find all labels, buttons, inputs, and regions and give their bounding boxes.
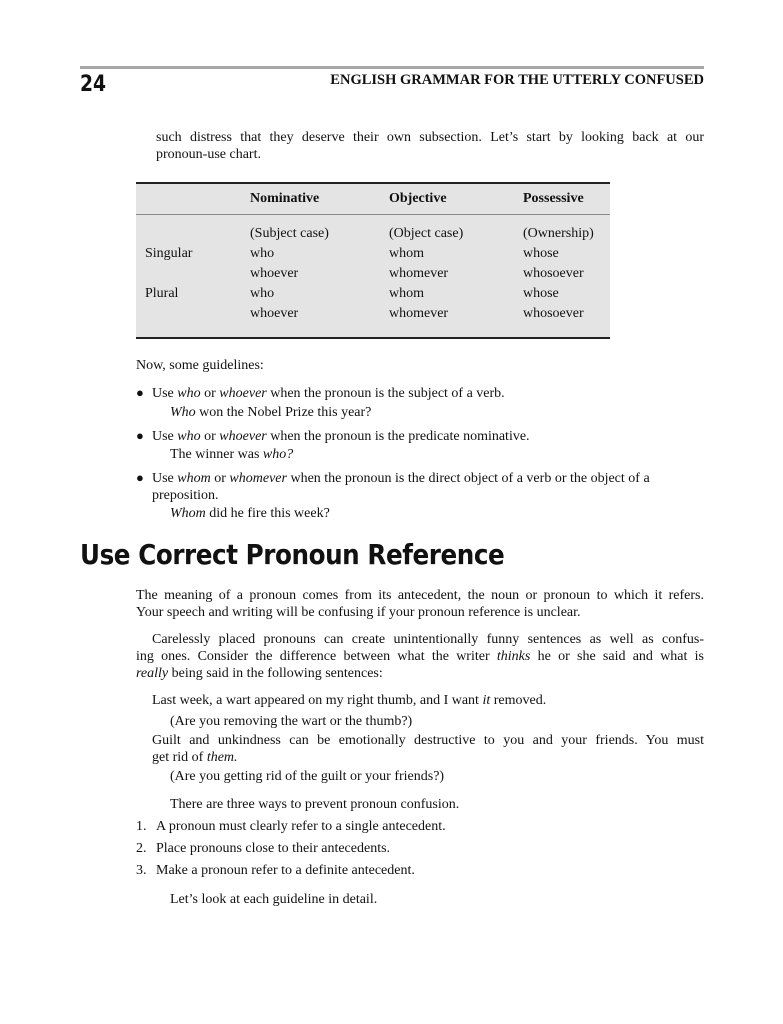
example-1-note: (Are you removing the wart or the thumb?)	[170, 714, 413, 729]
page-number: 24	[80, 72, 107, 97]
intro-line-1: such distress that they deserve their own subsection. Let’s start by looking back at our	[156, 130, 704, 145]
case-label-subject: (Subject case)	[250, 226, 329, 241]
list-number: 3.	[136, 863, 147, 878]
table-cell: whomever	[389, 266, 449, 281]
closing-line: Let’s look at each guideline in detail.	[170, 892, 378, 907]
table-cell: whom	[389, 246, 424, 261]
example-2-note: (Are you getting rid of the guilt or your friends?)	[170, 769, 445, 784]
list-item: Make a pronoun refer to a definite antecedent.	[156, 863, 415, 878]
table-cell: whomever	[389, 306, 449, 321]
section-p1-line-2: Your speech and writing will be confusing if your pronoun reference is unclear.	[136, 605, 581, 620]
table-cell: whosoever	[523, 306, 584, 321]
guideline-2: Use who or whoever when the pronoun is the predicate nominative.	[152, 429, 530, 444]
intro-line-2: pronoun-use chart.	[156, 147, 261, 162]
section-heading: Use Correct Pronoun Reference	[80, 538, 505, 571]
table-cell: whoever	[250, 266, 299, 281]
table-cell: whose	[523, 246, 559, 261]
guideline-3-continued: preposition.	[152, 488, 219, 503]
bullet-icon: ●	[136, 428, 144, 443]
guidelines-intro: Now, some guidelines:	[136, 358, 264, 373]
case-label-ownership: (Ownership)	[523, 226, 594, 241]
section-p2-line-1: Carelessly placed pronouns can create unintentionally funny sentences as well as confus-	[152, 632, 704, 647]
table-cell: whom	[389, 286, 424, 301]
running-head: ENGLISH GRAMMAR FOR THE UTTERLY CONFUSED	[330, 72, 704, 88]
table-cell: whoever	[250, 306, 299, 321]
example-2-line-2: get rid of them.	[152, 750, 238, 765]
pronoun-use-chart	[136, 182, 610, 339]
example-2-line-1: Guilt and unkindness can be emotionally destructive to you and your friends. You must	[152, 733, 704, 748]
section-p2-line-3: really being said in the following sentences:	[136, 666, 383, 681]
table-cell: who	[250, 246, 275, 261]
guideline-2-example: The winner was who?	[170, 447, 294, 462]
list-item: A pronoun must clearly refer to a single antecedent.	[156, 819, 446, 834]
col-header-nominative: Nominative	[250, 191, 320, 206]
section-p1-line-1: The meaning of a pronoun comes from its antecedent, the noun or pronoun to which it refers.	[136, 588, 704, 603]
section-p2-line-2: ing ones. Consider the difference between what the writer thinks he or she said and what is	[136, 649, 704, 664]
table-cell: whosoever	[523, 266, 584, 281]
bullet-icon: ●	[136, 470, 144, 485]
header-rule	[80, 66, 704, 69]
table-cell: who	[250, 286, 275, 301]
table-header-divider	[136, 214, 610, 215]
row-label-singular: Singular	[145, 246, 193, 261]
guideline-3-example: Whom did he fire this week?	[170, 506, 330, 521]
guideline-1-example: Who won the Nobel Prize this year?	[170, 405, 372, 420]
col-header-possessive: Possessive	[523, 191, 584, 206]
row-label-plural: Plural	[145, 286, 179, 301]
list-number: 2.	[136, 841, 147, 856]
case-label-object: (Object case)	[389, 226, 464, 241]
list-number: 1.	[136, 819, 147, 834]
list-item: Place pronouns close to their antecedents.	[156, 841, 391, 856]
guideline-3: Use whom or whomever when the pronoun is the direct object of a verb or the object of a	[152, 471, 650, 486]
guideline-1: Use who or whoever when the pronoun is the subject of a verb.	[152, 386, 505, 401]
table-cell: whose	[523, 286, 559, 301]
bullet-icon: ●	[136, 385, 144, 400]
ways-intro: There are three ways to prevent pronoun confusion.	[170, 797, 460, 812]
example-1: Last week, a wart appeared on my right thumb, and I want it removed.	[152, 693, 547, 708]
col-header-objective: Objective	[389, 191, 447, 206]
